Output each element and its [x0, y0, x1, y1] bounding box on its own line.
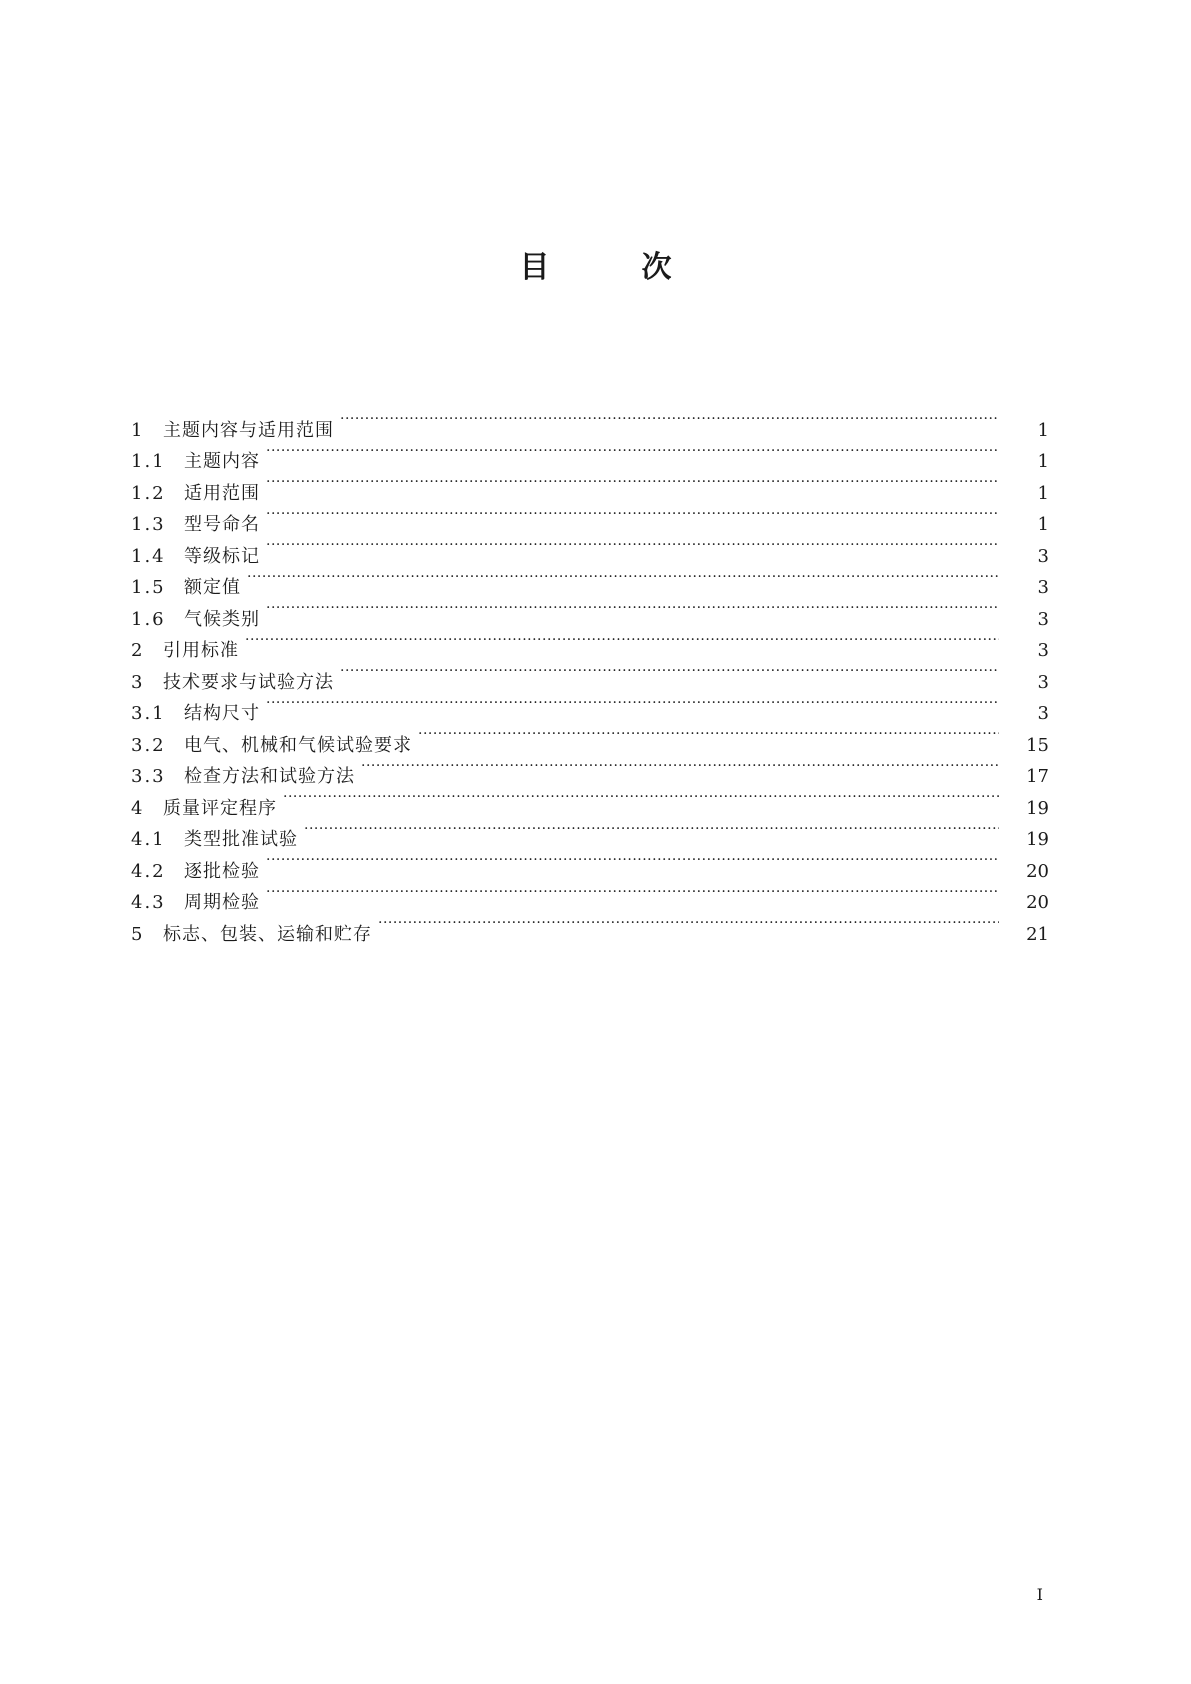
dot-leader: [266, 845, 999, 877]
dot-leader: [283, 782, 999, 814]
toc-entry-label: 检查方法和试验方法: [184, 766, 355, 787]
dot-leader: [340, 656, 999, 688]
toc-entry-page: 3: [1037, 577, 1049, 598]
toc-entry-page: 1: [1037, 514, 1049, 535]
toc-entry[interactable]: [131, 530, 1049, 567]
toc-entry-number: 1.5: [131, 577, 166, 598]
toc-entry-number: 4.3: [131, 892, 166, 913]
toc-entry-number: 3.3: [131, 766, 166, 787]
toc-entry[interactable]: [131, 625, 1049, 661]
table-of-contents: [131, 404, 1049, 945]
toc-entry-number: 4: [131, 797, 145, 819]
toc-entry-page: 3: [1037, 703, 1049, 724]
toc-entry-number: 4.1: [131, 829, 166, 850]
toc-entry-page: 1: [1037, 419, 1049, 441]
toc-entry-number: 3: [131, 671, 145, 693]
toc-entry[interactable]: [131, 688, 1049, 724]
toc-entry[interactable]: [131, 719, 1049, 756]
toc-entry-page: 20: [1026, 860, 1049, 882]
toc-entry-label: 结构尺寸: [184, 703, 260, 724]
toc-entry-number: 2: [131, 640, 145, 661]
toc-entry[interactable]: [131, 593, 1049, 630]
toc-entry-number: 5: [131, 923, 145, 945]
toc-entry-label: 引用标准: [163, 640, 239, 661]
toc-entry-label: 周期检验: [184, 892, 260, 913]
toc-entry-label: 电气、机械和气候试验要求: [184, 734, 412, 756]
toc-entry-number: 3.2: [131, 734, 166, 756]
title-char-2: 次: [641, 250, 672, 285]
toc-entry-label: 逐批检验: [184, 860, 260, 882]
dot-leader: [340, 404, 999, 436]
toc-entry-label: 气候类别: [184, 608, 260, 630]
title-char-1: 目: [519, 250, 550, 285]
dot-leader: [266, 688, 999, 720]
dot-leader: [266, 467, 999, 499]
page-title: [0, 248, 1191, 288]
toc-entry[interactable]: [131, 436, 1049, 472]
toc-entry-number: 1.3: [131, 514, 166, 535]
dot-leader: [266, 530, 999, 562]
toc-entry-page: 19: [1026, 829, 1049, 850]
dot-leader: [418, 719, 999, 751]
toc-entry[interactable]: [131, 404, 1049, 441]
toc-entry[interactable]: [131, 656, 1049, 693]
dot-leader: [266, 436, 999, 468]
toc-entry[interactable]: [131, 845, 1049, 882]
toc-entry-page: 3: [1037, 608, 1049, 630]
toc-entry-label: 类型批准试验: [184, 829, 298, 850]
toc-entry-page: 17: [1026, 766, 1049, 787]
toc-entry-number: 1.2: [131, 482, 166, 504]
toc-entry[interactable]: [131, 467, 1049, 504]
dot-leader: [245, 625, 999, 657]
toc-entry-number: 1: [131, 419, 145, 441]
dot-leader: [304, 814, 999, 846]
toc-entry-number: 1.4: [131, 545, 166, 567]
toc-entry-page: 21: [1026, 923, 1049, 945]
toc-entry-page: 1: [1037, 451, 1049, 472]
dot-leader: [266, 593, 999, 625]
toc-entry-label: 主题内容: [184, 451, 260, 472]
toc-entry-page: 1: [1037, 482, 1049, 504]
toc-entry-number: 4.2: [131, 860, 166, 882]
toc-entry-number: 1.6: [131, 608, 166, 630]
toc-entry[interactable]: [131, 908, 1049, 945]
toc-entry-label: 质量评定程序: [163, 797, 277, 819]
toc-entry-number: 1.1: [131, 451, 166, 472]
toc-entry-label: 适用范围: [184, 482, 260, 504]
toc-entry-page: 3: [1037, 671, 1049, 693]
toc-entry-page: 3: [1037, 640, 1049, 661]
toc-entry-page: 15: [1026, 734, 1049, 756]
toc-entry-label: 技术要求与试验方法: [163, 671, 334, 693]
toc-entry[interactable]: [131, 877, 1049, 913]
dot-leader: [361, 751, 999, 783]
toc-entry-page: 20: [1026, 892, 1049, 913]
toc-entry[interactable]: [131, 562, 1049, 598]
toc-entry-label: 主题内容与适用范围: [163, 419, 334, 441]
dot-leader: [378, 908, 999, 940]
dot-leader: [266, 877, 999, 909]
page-marker: I: [1036, 1585, 1043, 1604]
toc-entry-label: 额定值: [184, 577, 241, 598]
toc-entry-label: 型号命名: [184, 514, 260, 535]
dot-leader: [247, 562, 999, 594]
toc-entry-label: 等级标记: [184, 545, 260, 567]
toc-entry-page: 3: [1037, 545, 1049, 567]
toc-entry-label: 标志、包装、运输和贮存: [163, 923, 372, 945]
toc-entry-page: 19: [1026, 797, 1049, 819]
toc-entry[interactable]: [131, 499, 1049, 535]
toc-entry-number: 3.1: [131, 703, 166, 724]
dot-leader: [266, 499, 999, 531]
